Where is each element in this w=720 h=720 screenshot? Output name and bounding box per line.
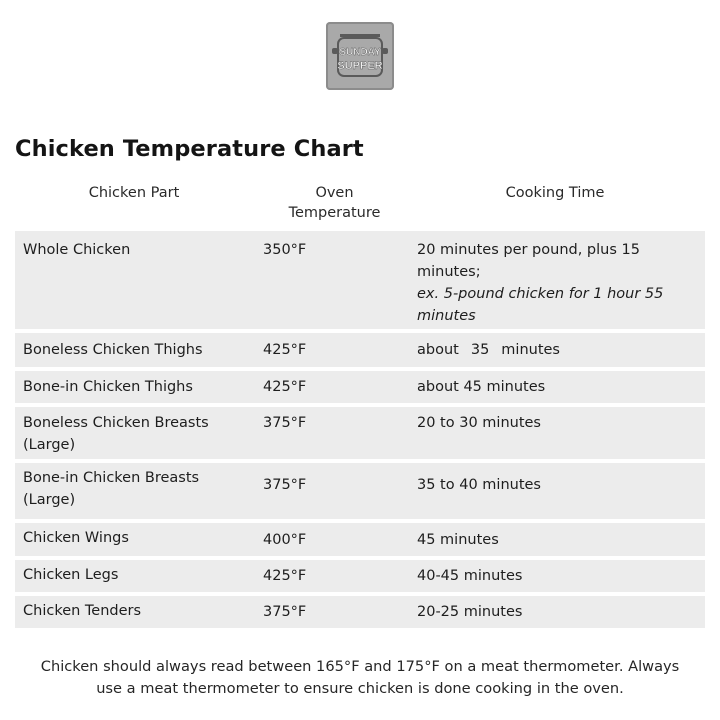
logo-text-line1: SUNDAY xyxy=(339,47,381,58)
header-oven-line2: Temperature xyxy=(288,205,381,221)
logo-text-line2: SUPPER xyxy=(337,60,383,72)
footnote-line2: use a meat thermometer to ensure chicken is done cooking in the oven. xyxy=(96,680,624,697)
header-cooking-time: Cooking Time xyxy=(505,185,605,201)
cell-time: about 45 minutes xyxy=(417,379,546,395)
cell-part-line2: (Large) xyxy=(23,492,76,508)
header-oven-temperature xyxy=(262,183,407,223)
header-chicken-part: Chicken Part xyxy=(88,185,180,201)
cell-temp: 400°F xyxy=(263,532,307,548)
cell-time-about: about xyxy=(417,342,459,358)
table-row xyxy=(15,596,705,628)
table-header xyxy=(0,183,720,227)
cell-part: Bone-in Chicken Thighs xyxy=(23,379,193,395)
cell-part-line1: Bone-in Chicken Breasts xyxy=(23,470,200,486)
cell-part: Boneless Chicken Thighs xyxy=(23,342,203,358)
cell-time xyxy=(417,339,687,361)
cell-part: Chicken Tenders xyxy=(23,603,142,619)
cell-temp: 375°F xyxy=(263,415,307,431)
cell-part: Chicken Wings xyxy=(23,530,129,546)
cell-part xyxy=(23,412,253,456)
table-row xyxy=(15,231,705,329)
cell-temp: 425°F xyxy=(263,342,307,358)
cell-temp: 425°F xyxy=(263,568,307,584)
table-row xyxy=(15,560,705,592)
cell-part-line2: (Large) xyxy=(23,437,76,453)
cell-time: 35 to 40 minutes xyxy=(417,477,541,493)
cell-part xyxy=(23,467,253,511)
cell-time-unit: minutes xyxy=(501,342,560,358)
table-row xyxy=(15,463,705,519)
sunday-supper-logo xyxy=(326,22,394,90)
table-row xyxy=(15,371,705,403)
cell-temp: 375°F xyxy=(263,604,307,620)
cell-temp: 425°F xyxy=(263,379,307,395)
cell-time-line1: 20 minutes per pound, plus 15 xyxy=(417,242,640,258)
cell-time xyxy=(417,239,687,327)
cell-time-line2: minutes; xyxy=(417,264,481,280)
cell-time-example-line2: minutes xyxy=(417,308,476,324)
cell-temp: 375°F xyxy=(263,477,307,493)
cell-time: 40-45 minutes xyxy=(417,568,523,584)
table-row xyxy=(15,333,705,367)
cell-part: Chicken Legs xyxy=(23,567,119,583)
cell-time: 45 minutes xyxy=(417,532,499,548)
table-row xyxy=(15,523,705,556)
cell-time-number: 35 xyxy=(470,342,490,358)
cell-temp: 350°F xyxy=(263,242,307,258)
table-row xyxy=(15,407,705,459)
header-oven-line1: Oven xyxy=(315,185,354,201)
cell-part-line1: Boneless Chicken Breasts xyxy=(23,415,209,431)
footnote-line1: Chicken should always read between 165°F and 175°F on a meat thermometer. Always xyxy=(40,658,680,675)
thermometer-footnote xyxy=(10,656,710,700)
cell-time: 20-25 minutes xyxy=(417,604,523,620)
cell-time-example-line1: ex. 5-pound chicken for 1 hour 55 xyxy=(417,286,664,302)
pot-icon xyxy=(326,22,394,90)
temperature-table xyxy=(15,231,705,632)
cell-time: 20 to 30 minutes xyxy=(417,415,541,431)
page-title: Chicken Temperature Chart xyxy=(15,136,364,162)
cell-part: Whole Chicken xyxy=(23,242,131,258)
